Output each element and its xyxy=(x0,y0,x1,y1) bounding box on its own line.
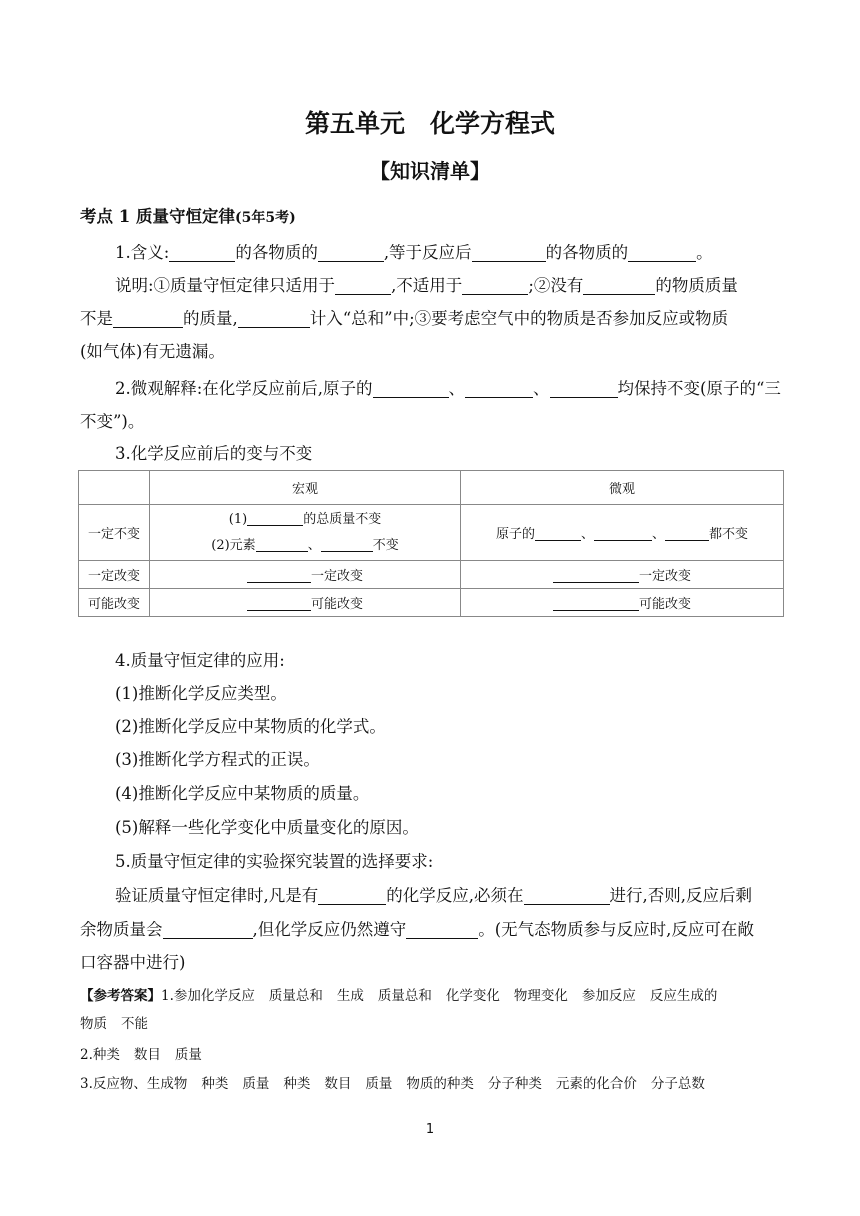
blank xyxy=(524,884,610,905)
page-number: 1 xyxy=(425,1122,435,1137)
micro-explanation-line-1: 2.微观解释:在化学反应前后,原子的 、 、 均保持不变(原子的“三 xyxy=(115,379,781,398)
application-item: (3)推断化学方程式的正误。 xyxy=(115,750,320,769)
answer-item: 物质的种类 xyxy=(406,1076,474,1092)
blank xyxy=(247,568,311,583)
answer-item: 物理变化 xyxy=(513,988,568,1004)
answer-item: 种类 xyxy=(283,1076,311,1092)
answer-line-2 xyxy=(80,1010,790,1038)
table-row xyxy=(79,561,784,589)
blank xyxy=(335,274,391,295)
blank xyxy=(628,241,696,262)
table-row-label: 可能改变 xyxy=(79,589,150,617)
blank xyxy=(247,596,311,611)
blank xyxy=(553,568,639,583)
answer-item: 质量 xyxy=(242,1076,270,1092)
blank xyxy=(535,526,581,541)
answer-item: 分子种类 xyxy=(487,1076,542,1092)
table-cell-micro: 一定改变 xyxy=(461,561,784,589)
answer-item: 数目 xyxy=(133,1047,161,1063)
answer-item: 物质 xyxy=(80,1016,107,1032)
table-corner-cell xyxy=(79,471,150,505)
blank xyxy=(665,526,709,541)
table-head-micro: 微观 xyxy=(461,471,784,505)
table-cell-micro: 原子的 、 、 都不变 xyxy=(461,505,784,561)
blank xyxy=(321,537,373,552)
topic-heading-note: (5年5考) xyxy=(234,210,296,226)
blank xyxy=(406,918,478,939)
answer-item: 种类 xyxy=(201,1076,229,1092)
answer-item: 1.参加化学反应 xyxy=(161,988,255,1004)
applications-intro: 4.质量守恒定律的应用: xyxy=(115,651,285,670)
answer-item: 3.反应物、生成物 xyxy=(80,1076,188,1092)
micro-explanation-line-2: 不变”)。 xyxy=(80,412,145,431)
answer-item: 不能 xyxy=(121,1016,148,1032)
change-table xyxy=(78,470,784,617)
blank xyxy=(113,307,183,328)
blank xyxy=(238,307,310,328)
experiment-intro: 5.质量守恒定律的实验探究装置的选择要求: xyxy=(115,852,434,871)
answer-item: 质量总和 xyxy=(268,988,323,1004)
application-item: (5)解释一些化学变化中质量变化的原因。 xyxy=(115,818,419,837)
experiment-line-2: 余物质量会 ,但化学反应仍然遵守 。(无气态物质参与反应时,反应可在敞 xyxy=(80,920,754,939)
blank xyxy=(472,241,546,262)
answer-line-1 xyxy=(80,982,790,1010)
unit-title: 第五单元 化学方程式 xyxy=(304,109,555,138)
table-row xyxy=(79,505,784,561)
experiment-line-3: 口容器中进行) xyxy=(80,953,186,972)
blank xyxy=(169,241,235,262)
topic-heading-text: 考点 1 质量守恒定律 xyxy=(80,207,235,226)
table-header-row xyxy=(79,471,784,505)
explanation-line-3: (如气体)有无遗漏。 xyxy=(80,342,225,361)
blank xyxy=(553,596,639,611)
answer-item: 数目 xyxy=(324,1076,352,1092)
blank xyxy=(318,884,386,905)
table-row-label: 一定不变 xyxy=(79,505,150,561)
experiment-line-1: 验证质量守恒定律时,凡是有 的化学反应,必须在 进行,否则,反应后剩 xyxy=(115,886,752,905)
table-cell-micro: 可能改变 xyxy=(461,589,784,617)
blank xyxy=(594,526,652,541)
table-row xyxy=(79,589,784,617)
answer-item: 分子总数 xyxy=(650,1076,705,1092)
answer-item: 化学变化 xyxy=(445,988,500,1004)
blank xyxy=(583,274,655,295)
answer-line-3 xyxy=(80,1041,790,1069)
application-item: (1)推断化学反应类型。 xyxy=(115,684,287,703)
table-row-label: 一定改变 xyxy=(79,561,150,589)
blank xyxy=(256,537,308,552)
table-intro: 3.化学反应前后的变与不变 xyxy=(115,444,313,463)
answer-item: 参加反应 xyxy=(581,988,636,1004)
answer-item: 质量 xyxy=(365,1076,393,1092)
answer-label: 【参考答案】 xyxy=(80,988,161,1004)
answer-item: 2.种类 xyxy=(80,1047,120,1063)
explanation-line-1: 说明:①质量守恒定律只适用于 ,不适用于 ;②没有 的物质质量 xyxy=(115,276,738,295)
topic-heading xyxy=(80,203,296,227)
blank xyxy=(462,274,528,295)
blank xyxy=(318,241,384,262)
answer-item: 质量 xyxy=(174,1047,202,1063)
explanation-line-2: 不是 的质量, 计入“总和”中;③要考虑空气中的物质是否参加反应或物质 xyxy=(80,309,729,328)
application-item: (4)推断化学反应中某物质的质量。 xyxy=(115,784,370,803)
blank xyxy=(163,918,253,939)
table-cell-macro: 一定改变 xyxy=(150,561,461,589)
blank xyxy=(247,511,303,526)
answer-item: 质量总和 xyxy=(377,988,432,1004)
table-cell-macro: 可能改变 xyxy=(150,589,461,617)
application-item: (2)推断化学反应中某物质的化学式。 xyxy=(115,717,386,736)
blank xyxy=(465,377,533,398)
table-cell-macro: (1) 的总质量不变 (2)元素 、 不变 xyxy=(150,505,461,561)
answer-item: 元素的化合价 xyxy=(555,1076,637,1092)
blank xyxy=(373,377,449,398)
table-head-macro: 宏观 xyxy=(150,471,461,505)
answer-line-4 xyxy=(80,1070,790,1098)
answer-item: 反应生成的 xyxy=(649,988,718,1004)
definition-line: 1.含义: 的各物质的 ,等于反应后 的各物质的 。 xyxy=(115,243,713,262)
answer-item: 生成 xyxy=(336,988,364,1004)
blank xyxy=(550,377,618,398)
section-subtitle: 【知识清单】 xyxy=(370,159,490,183)
